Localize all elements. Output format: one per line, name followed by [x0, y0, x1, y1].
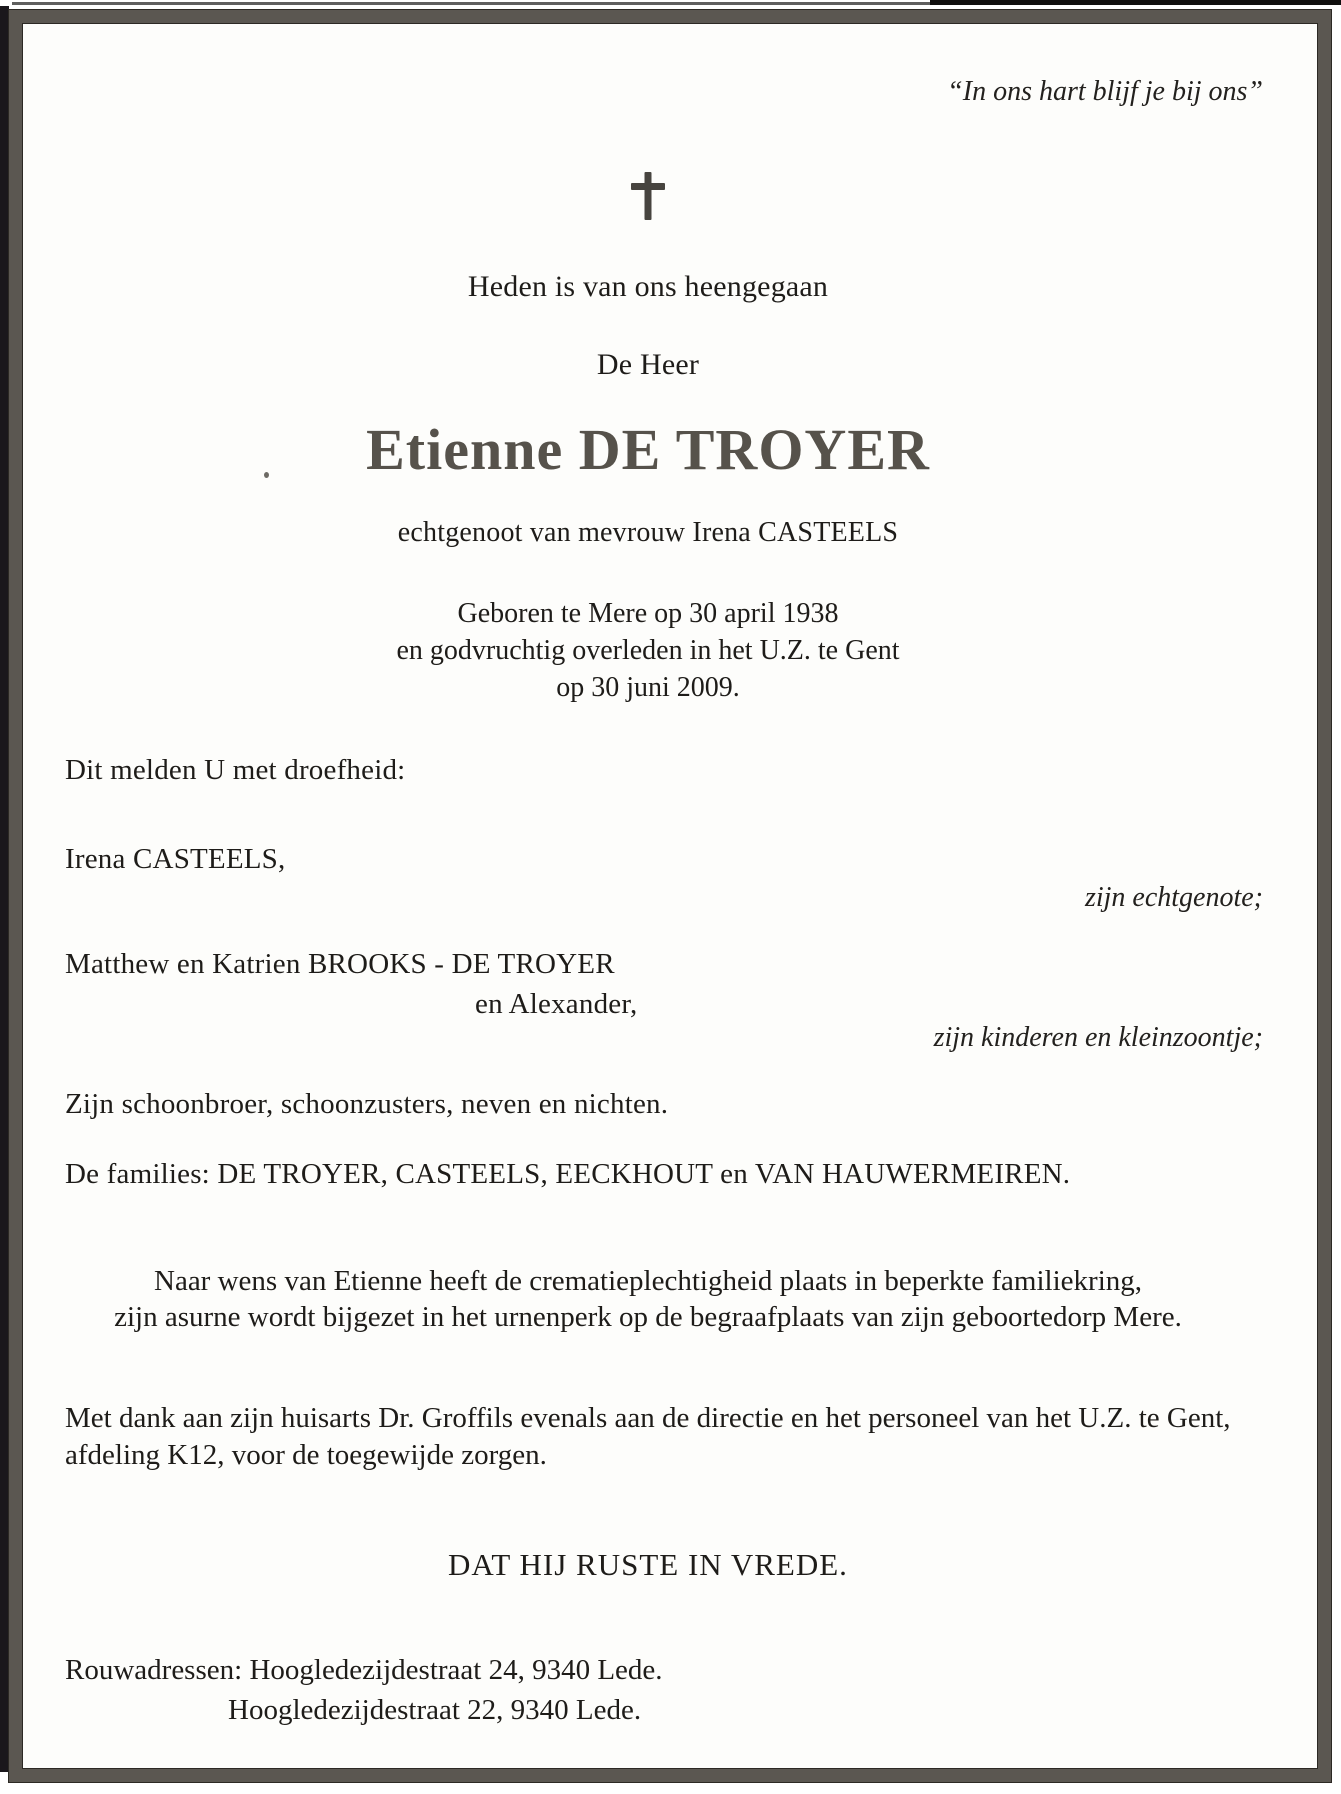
address-1: Hoogledezijdestraat 24, 9340 Lede. — [249, 1654, 663, 1686]
death-date-line: op 30 juni 2009. — [556, 672, 740, 703]
card-frame — [9, 10, 1331, 1782]
spouse-line: echtgenoot van mevrouw Irena CASTEELS — [397, 517, 899, 548]
announcement-line: Dit melden U met droefheid: — [65, 754, 406, 786]
cross-container — [22, 172, 1274, 224]
memorial-cross-icon — [630, 172, 666, 220]
mourner-children-names: Matthew en Katrien BROOKS - DE TROYER — [65, 948, 615, 980]
opening-line: Heden is van ons heengegaan — [467, 270, 829, 303]
relatives-line: Zijn schoonbroer, schoonzusters, neven en nichten. — [65, 1088, 669, 1120]
memorial-quote: “In ons hart blijf je bij ons” — [947, 76, 1263, 107]
ceremony-line-1: Naar wens van Etienne heeft de crematieplechtigheid plaats in beperkte familiekring, — [154, 1265, 1142, 1297]
address-line-1 — [65, 1650, 663, 1690]
mourner-children-names-continued: en Alexander, — [475, 988, 638, 1020]
thanks-paragraph — [65, 1400, 1288, 1474]
mourner-spouse-relation: zijn echtgenote; — [1084, 882, 1263, 913]
thanks-line-2: afdeling K12, voor de toegewijde zorgen. — [65, 1439, 547, 1471]
thanks-line-1: Met dank aan zijn huisarts Dr. Groffils evenals aan de directie en het personeel van het U.Z. te Gent, — [65, 1402, 1231, 1434]
life-dates-block — [22, 595, 1274, 706]
closing-line: DAT HIJ RUSTE IN VREDE. — [448, 1547, 848, 1582]
mourner-spouse-name: Irena CASTEELS, — [65, 843, 286, 875]
address-2: Hoogledezijdestraat 22, 9340 Lede. — [228, 1694, 642, 1726]
birth-line: Geboren te Mere op 30 april 1938 — [457, 598, 839, 629]
ceremony-paragraph — [22, 1263, 1274, 1335]
mourner-children-relation: zijn kinderen en kleinzoontje; — [933, 1022, 1263, 1053]
addresses-block — [65, 1650, 663, 1730]
deceased-name: Etienne DE TROYER — [366, 417, 930, 482]
ceremony-line-2: zijn asurne wordt bijgezet in het urnenperk op de begraafplaats van zijn geboortedorp Mere. — [114, 1301, 1182, 1333]
death-line: en godvruchtig overleden in het U.Z. te Gent — [396, 635, 900, 666]
addresses-label: Rouwadressen: — [65, 1654, 243, 1686]
scan-edge-strip — [0, 6, 9, 1772]
scan-artifact-line-right — [930, 0, 1341, 5]
families-line: De families: DE TROYER, CASTEELS, EECKHOUT en VAN HAUWERMEIREN. — [65, 1158, 1071, 1190]
honorific-line: De Heer — [596, 348, 700, 381]
